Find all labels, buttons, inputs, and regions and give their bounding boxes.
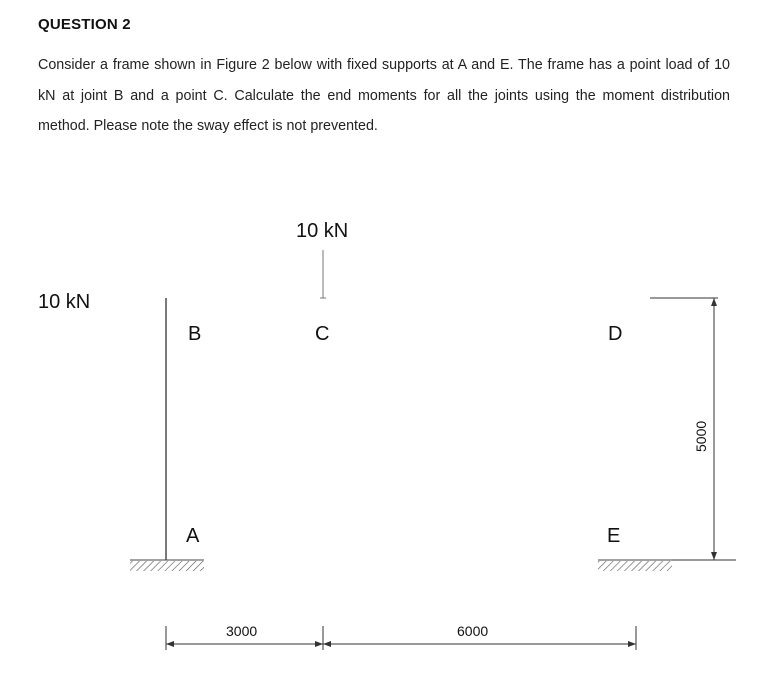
height-label: 5000 bbox=[693, 420, 709, 452]
span-1-label: 3000 bbox=[226, 623, 258, 639]
fixed-support-e-icon bbox=[598, 560, 672, 571]
span-2-label: 6000 bbox=[457, 623, 489, 639]
question-body: Consider a frame shown in Figure 2 below with fixed supports at A and E. The frame has a point load of 10 kN at joint B and a point C. Calculate the end moments for all the joints using the moment distribution method. Please note the sway effect is not prevented. bbox=[38, 57, 730, 134]
joint-label-c: C bbox=[315, 323, 330, 345]
joint-label-b: B bbox=[188, 323, 202, 345]
joint-label-d: D bbox=[608, 323, 623, 345]
horizontal-load-label: 10 kN bbox=[38, 291, 91, 313]
vertical-load-arrow bbox=[320, 250, 326, 298]
fixed-support-a-icon bbox=[130, 560, 204, 571]
question-title: QUESTION 2 bbox=[38, 16, 131, 33]
joint-label-e: E bbox=[607, 525, 621, 547]
joint-label-a: A bbox=[186, 525, 200, 547]
vertical-load-label: 10 kN bbox=[296, 220, 349, 242]
